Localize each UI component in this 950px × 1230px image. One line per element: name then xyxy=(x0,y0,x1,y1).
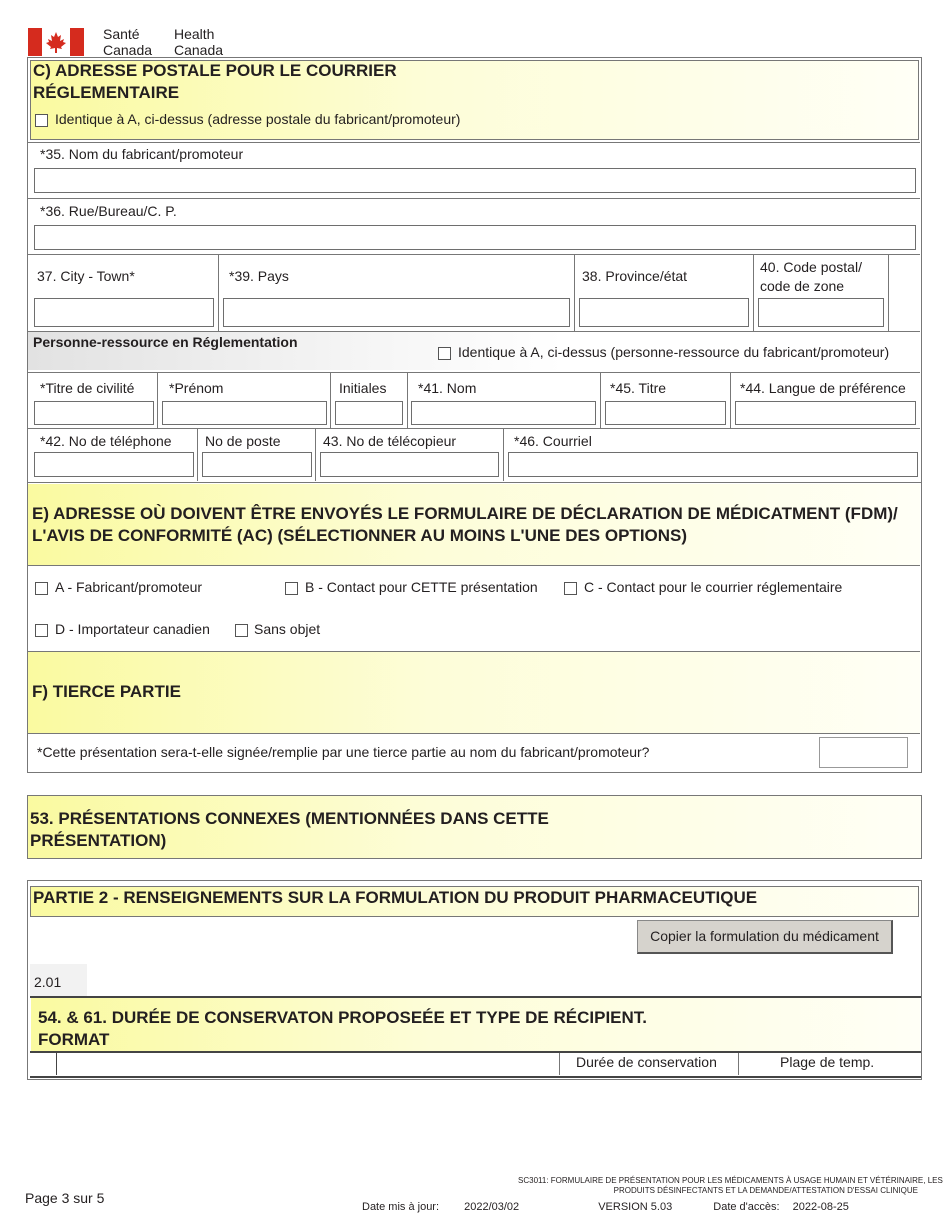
same-as-a-address-label: Identique à A, ci-dessus (adresse postale du fabricant/promoteur) xyxy=(55,111,461,127)
manufacturer-name-input[interactable] xyxy=(34,168,916,193)
formulation-index: 2.01 xyxy=(34,974,62,990)
temp-range-column-header: Plage de temp. xyxy=(780,1054,875,1070)
maple-leaf-icon xyxy=(28,28,84,56)
divider xyxy=(730,372,731,428)
street-label: *36. Rue/Bureau/C. P. xyxy=(40,203,177,219)
not-applicable-label: Sans objet xyxy=(254,621,321,637)
fax-input[interactable] xyxy=(320,452,499,477)
divider xyxy=(559,1053,560,1075)
fax-label: 43. No de télécopieur xyxy=(323,433,457,449)
phone-input[interactable] xyxy=(34,452,194,477)
language-label: *44. Langue de préférence xyxy=(740,380,906,396)
section-f-title: F) TIERCE PARTIE xyxy=(32,682,181,701)
extension-label: No de poste xyxy=(205,433,281,449)
country-input[interactable] xyxy=(223,298,570,327)
city-input[interactable] xyxy=(34,298,214,327)
divider xyxy=(28,198,920,199)
last-name-input[interactable] xyxy=(411,401,596,425)
street-input[interactable] xyxy=(34,225,916,250)
updated-label: Date mis à jour: xyxy=(362,1201,440,1213)
first-name-label: *Prénom xyxy=(169,380,224,396)
option-b-label: B - Contact pour CETTE présentation xyxy=(305,579,538,595)
option-a-label: A - Fabricant/promoteur xyxy=(55,579,203,595)
initials-label: Initiales xyxy=(339,380,387,396)
divider xyxy=(28,372,920,373)
divider xyxy=(600,372,601,428)
province-label: 38. Province/état xyxy=(582,268,688,284)
language-select[interactable] xyxy=(735,401,916,425)
not-applicable-checkbox[interactable] xyxy=(235,624,248,637)
option-b-checkbox[interactable] xyxy=(285,582,298,595)
section-c-title: C) ADRESSE POSTALE POUR LE COURRIER RÉGLEMENTAIRE xyxy=(33,61,397,102)
divider xyxy=(28,733,920,734)
city-label: 37. City - Town* xyxy=(37,268,135,284)
access-value: 2022-08-25 xyxy=(792,1201,849,1213)
divider xyxy=(28,254,920,255)
first-name-input[interactable] xyxy=(162,401,327,425)
form-identifier: SC3011: FORMULAIRE DE PRÉSENTATION POUR LES MÉDICAMENTS À USAGE HUMAIN ET VÉTÉRINAIRE, LES PRODUITS DÉSINFECTANTS ET LA DEMANDE/ATTESTATION D'ESSAI CLINIQUE xyxy=(518,1176,943,1195)
email-label: *46. Courriel xyxy=(514,433,592,449)
salutation-label: *Titre de civilité xyxy=(40,380,135,396)
copy-formulation-button-label: Copier la formulation du médicament xyxy=(650,928,879,944)
divider xyxy=(407,372,408,428)
shelf-life-column-header: Durée de conservation xyxy=(576,1054,717,1070)
regulatory-contact-title: Personne-ressource en Réglementation xyxy=(33,334,298,350)
same-as-a-contact-checkbox[interactable] xyxy=(438,347,451,360)
divider xyxy=(753,254,754,331)
option-d-checkbox[interactable] xyxy=(35,624,48,637)
same-as-a-contact-label: Identique à A, ci-dessus (personne-ressource du fabricant/promoteur) xyxy=(458,344,890,360)
divider xyxy=(315,428,316,481)
phone-label: *42. No de téléphone xyxy=(40,433,172,449)
divider xyxy=(56,1053,57,1075)
email-input[interactable] xyxy=(508,452,918,477)
divider xyxy=(28,565,920,566)
divider xyxy=(197,428,198,481)
divider xyxy=(30,1051,921,1053)
option-c-label: C - Contact pour le courrier réglementaire xyxy=(584,579,843,595)
divider xyxy=(28,142,920,143)
dept-name-fr: Santé Canada xyxy=(103,26,153,58)
divider xyxy=(888,254,889,331)
third-party-question: *Cette présentation sera-t-elle signée/remplie par une tierce partie au nom du fabricant/promoteur? xyxy=(37,744,650,760)
country-label: *39. Pays xyxy=(229,268,289,284)
divider xyxy=(574,254,575,331)
postal-code-input[interactable] xyxy=(758,298,884,327)
section-53-title: 53. PRÉSENTATIONS CONNEXES (MENTIONNÉES DANS CETTE PRÉSENTATION) xyxy=(30,809,549,850)
initials-input[interactable] xyxy=(335,401,403,425)
shelf-life-title: 54. & 61. DURÉE DE CONSERVATON PROPOSEÉE ET TYPE DE RÉCIPIENT. FORMAT xyxy=(38,1008,648,1049)
same-as-a-address-checkbox[interactable] xyxy=(35,114,48,127)
divider xyxy=(503,428,504,481)
extension-input[interactable] xyxy=(202,452,312,477)
copy-formulation-button[interactable] xyxy=(637,920,893,954)
section-e-title: E) ADRESSE OÙ DOIVENT ÊTRE ENVOYÉS LE FORMULAIRE DE DÉCLARATION DE MÉDICATMENT (FDM)/ L'AVIS DE CONFORMITÉ (AC) (SÉLECTIONNER AU MOINS L'UNE DES OPTIONS) xyxy=(32,504,898,545)
page-number: Page 3 sur 5 xyxy=(25,1190,105,1206)
job-title-input[interactable] xyxy=(605,401,726,425)
province-input[interactable] xyxy=(579,298,749,327)
dept-name-en: Health Canada xyxy=(174,26,224,58)
divider xyxy=(157,372,158,428)
last-name-label: *41. Nom xyxy=(418,380,477,396)
manufacturer-name-label: *35. Nom du fabricant/promoteur xyxy=(40,146,244,162)
updated-value: 2022/03/02 xyxy=(464,1201,520,1213)
partie2-title: PARTIE 2 - RENSEIGNEMENTS SUR LA FORMULATION DU PRODUIT PHARMACEUTIQUE xyxy=(33,888,758,907)
access-label: Date d'accès: xyxy=(713,1201,780,1213)
divider xyxy=(738,1053,739,1075)
divider xyxy=(218,254,219,331)
option-a-checkbox[interactable] xyxy=(35,582,48,595)
salutation-input[interactable] xyxy=(34,401,154,425)
job-title-label: *45. Titre xyxy=(610,380,667,396)
option-d-label: D - Importateur canadien xyxy=(55,621,210,637)
divider xyxy=(28,428,920,429)
postal-code-label: 40. Code postal/ code de zone xyxy=(760,259,862,294)
divider xyxy=(330,372,331,428)
option-c-checkbox[interactable] xyxy=(564,582,577,595)
third-party-select[interactable] xyxy=(819,737,908,768)
canada-flag-logo xyxy=(28,28,84,56)
version-label: VERSION 5.03 xyxy=(598,1201,673,1213)
footer-dates xyxy=(362,1201,849,1213)
